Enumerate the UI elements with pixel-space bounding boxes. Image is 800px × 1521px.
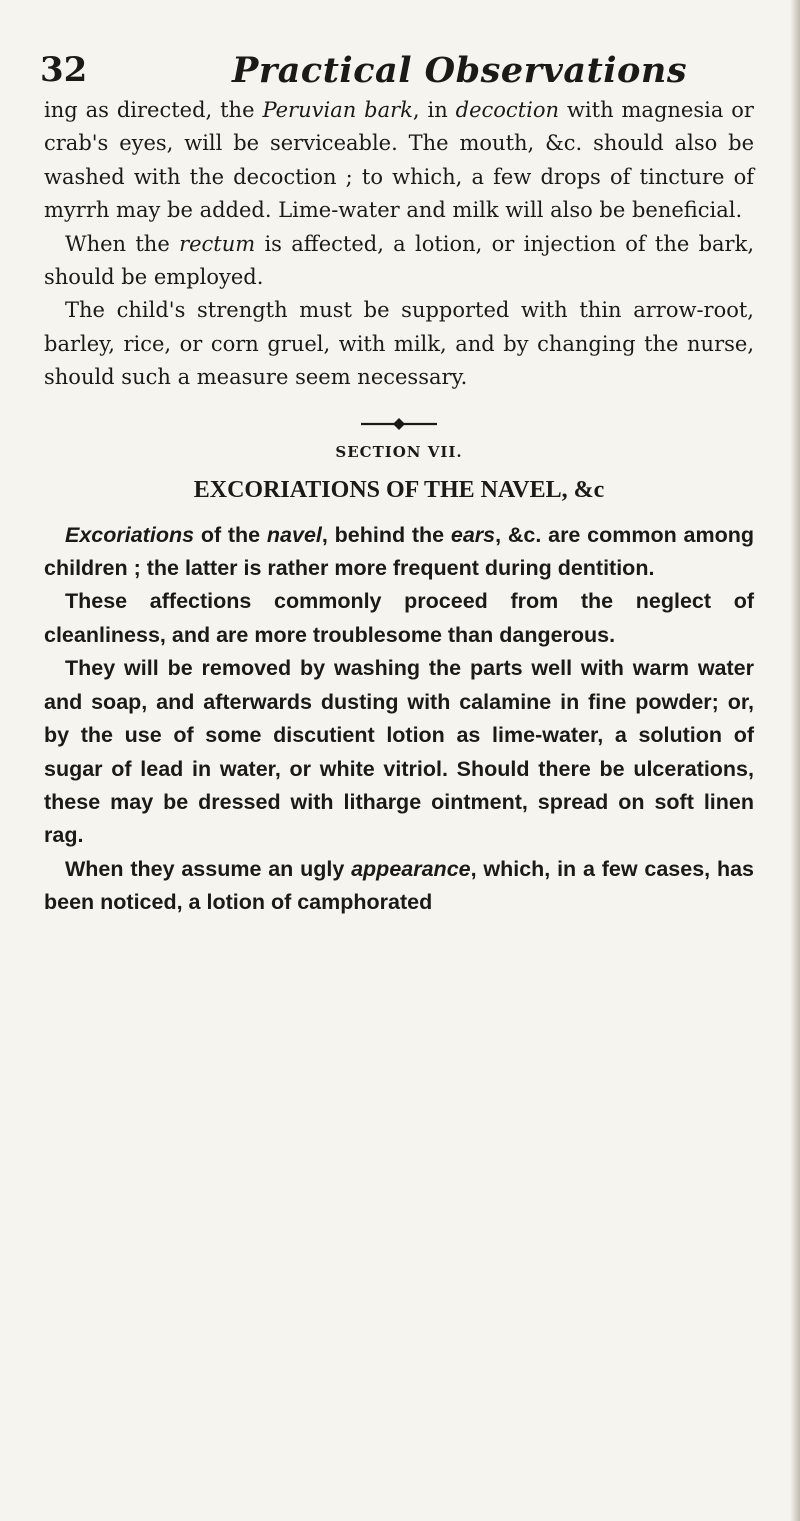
paragraph-s1 [44,519,754,586]
text-run: , &c. are common among children ; the latter is rather more frequent during dentition. [44,522,754,581]
text-run: of the [194,522,267,547]
italic-term: appearance [351,856,471,881]
paragraph-s4 [44,853,754,920]
text-run: with magnesia or crab's eyes, will be serviceable. The mouth, &c. should also be washed with the decoction ; to which, a few drops of tincture of myrrh may be added. Lime-water and milk will also be beneficial. [44,98,754,223]
paragraph-s3 [44,652,754,852]
italic-term: decoction [455,98,560,122]
section-title: EXCORIATIONS OF THE NAVEL, &c [193,476,605,503]
page-edge-shadow [790,0,800,1521]
running-head: Practical Observations [232,50,688,91]
text-run: The child's strength must be supported with thin arrow-root, barley, rice, or corn gruel, with milk, and by changing the nurse, should such a measure seem necessary. [44,298,754,390]
text-run: When the [65,231,180,256]
text-run: When they assume an ugly [65,856,352,881]
italic-term: Peruvian bark [262,98,413,122]
text-run: , in [412,98,456,122]
page-header [40,50,740,100]
body-text [44,94,754,920]
text-run: is affected, a lotion, or injection of the bark, should be employed. [44,231,755,290]
italic-term: ears [450,522,496,547]
text-run: These affections commonly proceed from the neglect of cleanliness, and are more troublesome than dangerous. [44,589,754,647]
paragraphs-section [44,519,754,920]
text-run: , which, in a few cases, has been noticed, a lotion of camphorated [44,856,754,915]
section-label: SECTION VII. [335,442,463,461]
italic-term: Excoriations [65,522,195,547]
paragraph-p2 [44,228,754,295]
text-run: ing as directed, the [44,98,263,122]
section-divider-ornament [359,417,439,431]
paragraph-s2 [44,585,754,652]
text-run: , behind the [321,522,451,547]
italic-term: rectum [179,231,256,256]
text-run: They will be removed by washing the parts well with warm water and soap, and afterwards dusting with calamine in fine powder; or, by the use of some discutient lotion as lime-water, a solution of sugar of lead in water, or white vitriol. Should there be ulcerations, these may be dressed with litharge ointment, spread on soft linen rag. [44,656,754,848]
italic-term: navel [266,522,322,547]
page-number: 32 [40,50,88,90]
paragraph-p3 [44,294,754,394]
paragraphs-top [44,94,754,395]
paragraph-p1 [44,94,754,228]
